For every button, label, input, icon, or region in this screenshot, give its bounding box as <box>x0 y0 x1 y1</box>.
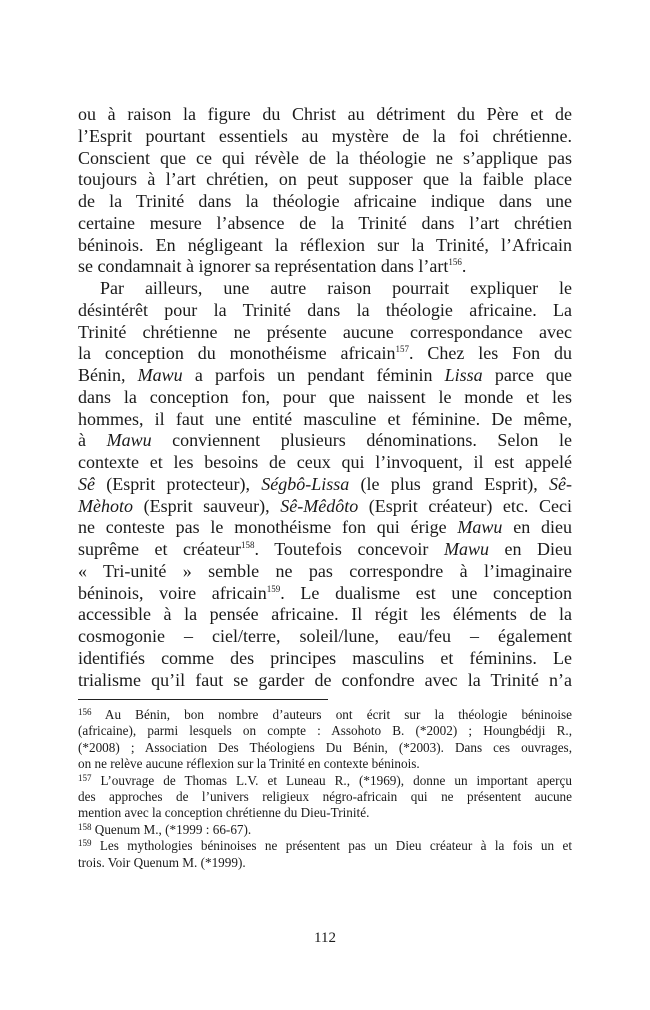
text-run: béninois. En négligeant la réflexion sur la Trinité, l’Africain <box>78 234 572 255</box>
text-run: en dieu <box>502 517 573 538</box>
body-line <box>78 539 572 561</box>
text-run: Conscient que ce qui révèle de la théologie ne s’applique pas <box>78 147 572 168</box>
italic-term: Mawu <box>137 365 183 385</box>
body-line <box>78 626 572 648</box>
body-line <box>78 648 572 670</box>
body-line <box>78 169 572 191</box>
footnote-line <box>78 756 572 772</box>
text-run: L’ouvrage de Thomas L.V. et Luneau R., (*1969), donne un important aperçu <box>91 772 572 788</box>
text-run: (*2008) ; Association Des Théologiens Du Bénin, (*2003). Dans ces ouvrages, <box>78 739 572 755</box>
text-run: la conception du monothéisme africain <box>78 343 396 364</box>
text-run: (africaine), parmi lesquels on compte : Assohoto B. (*2002) ; Houngbédji R., <box>78 723 572 739</box>
body-line <box>78 213 572 235</box>
page-number: 112 <box>314 930 336 946</box>
text-run: l’Esprit pourtant essentiels au mystère de la foi chrétienne. <box>78 125 572 146</box>
body-line <box>78 235 572 257</box>
italic-term: Ségbô-Lissa <box>261 473 350 494</box>
text-run: mention avec la conception chrétienne du Dieu-Trinité. <box>78 805 370 821</box>
body-line <box>78 604 572 626</box>
body-text <box>78 104 572 691</box>
italic-term: Mèhoto <box>78 495 133 516</box>
text-run: de la Trinité dans la théologie africaine indique dans une <box>78 191 572 211</box>
text-run: Par ailleurs, une autre raison pourrait expliquer le <box>100 278 572 298</box>
text-run: trois. Voir Quenum M. (*1999). <box>78 854 246 870</box>
body-line <box>78 148 572 170</box>
text-run: « Tri-unité » semble ne pas correspondre à l’imaginaire <box>78 560 572 581</box>
text-run: conviennent plusieurs dénominations. Selon le <box>151 430 572 451</box>
body-line <box>78 365 572 387</box>
italic-term: Sê- <box>549 473 572 494</box>
text-run: certaine mesure l’absence de la Trinité dans l’art chrétien <box>78 212 572 233</box>
text-run: Les mythologies béninoises ne présentent pas un Dieu créateur à la fois un et <box>91 838 572 854</box>
text-run: Au Bénin, bon nombre d’auteurs ont écrit sur la théologie béninoise <box>91 707 572 722</box>
text-run: hommes, il faut une entité masculine et féminine. De même, <box>78 408 572 429</box>
text-run: à <box>78 430 107 451</box>
text-run: suprême et créateur <box>78 539 241 559</box>
footnote-reference: 157 <box>78 772 92 783</box>
text-run: . <box>461 256 467 277</box>
footnote-line <box>78 822 572 838</box>
text-run: Quenum M., (*1999 : 66-67). <box>91 821 252 837</box>
body-line <box>78 474 572 496</box>
text-run: trialisme qu’il faut se garder de confondre avec la Trinité n’a <box>78 669 572 690</box>
text-run: dans la conception fon, pour que naissent le monde et les <box>78 386 572 407</box>
body-line <box>78 104 572 126</box>
body-line <box>78 409 572 431</box>
body-line <box>78 387 572 409</box>
footnote-line <box>78 789 572 805</box>
footnote-reference: 156 <box>448 257 462 268</box>
italic-term: Mawu <box>457 517 503 538</box>
footnote-reference: 156 <box>78 707 92 717</box>
text-run: on ne relève aucune réflexion sur la Trinité en contexte béninois. <box>78 756 420 772</box>
body-line <box>78 517 572 539</box>
italic-term: Mawu <box>106 430 152 451</box>
text-run: ne conteste pas le monothéisme fon qui érige <box>78 517 458 538</box>
text-run: contexte et les besoins de ceux qui l’invoquent, il est appelé <box>78 452 572 472</box>
body-line <box>78 430 572 452</box>
text-run: cosmogonie – ciel/terre, soleil/lune, eau/feu – également <box>78 626 572 646</box>
text-run: désintérêt pour la Trinité dans la théologie africaine. La <box>78 299 572 320</box>
body-line <box>78 322 572 344</box>
footnote-reference: 158 <box>78 821 92 832</box>
footnote-line <box>78 773 572 789</box>
body-line <box>78 191 572 213</box>
body-line <box>78 278 572 300</box>
text-run: . Toutefois concevoir <box>254 539 444 559</box>
text-run: (le plus grand Esprit), <box>349 473 550 494</box>
text-run: (Esprit sauveur), <box>132 495 281 516</box>
footnote-line <box>78 805 572 821</box>
footnote-reference: 159 <box>78 838 92 849</box>
footnote-reference: 159 <box>266 583 281 594</box>
text-run: identifiés comme des principes masculins et féminins. Le <box>78 647 572 668</box>
text-run: toujours à l’art chrétien, on peut supposer que la faible place <box>78 169 572 190</box>
text-run: a parfois un pendant féminin <box>182 365 445 385</box>
body-line <box>78 126 572 148</box>
text-run: (Esprit créateur) etc. Ceci <box>358 495 572 516</box>
text-run: (Esprit protecteur), <box>95 473 262 494</box>
italic-term: Lissa <box>444 365 483 385</box>
footnote-reference: 158 <box>240 540 255 550</box>
footnote-line <box>78 740 572 756</box>
text-run: . Le dualisme est une conception <box>280 582 572 603</box>
text-run: Trinité chrétienne ne présente aucune correspondance avec <box>78 321 572 342</box>
body-line <box>78 670 572 692</box>
footnote-line <box>78 838 572 854</box>
italic-term: Sê-Mêdôto <box>280 495 359 516</box>
body-line <box>78 561 572 583</box>
italic-term: Mawu <box>443 539 489 559</box>
text-run: ou à raison la figure du Christ au détriment du Père et de <box>78 104 572 124</box>
text-run: se condamnait à ignorer sa représentation dans l’art <box>78 256 449 277</box>
footnote-separator <box>78 699 328 700</box>
text-run: béninois, voire africain <box>78 582 267 603</box>
body-line <box>78 452 572 474</box>
body-line <box>78 583 572 605</box>
text-run: accessible à la pensée africaine. Il régit les éléments de la <box>78 604 572 625</box>
text-run: Bénin, <box>78 365 138 385</box>
footnote-line <box>78 855 572 871</box>
body-line <box>78 256 572 278</box>
footnotes <box>78 707 572 871</box>
footnote-line <box>78 723 572 739</box>
text-run: des approches de l’univers religieux négro-africain qui ne présentent aucune <box>78 789 572 805</box>
footnote-reference: 157 <box>395 344 409 355</box>
italic-term: Sê <box>78 473 95 494</box>
text-run: . Chez les Fon du <box>408 343 572 364</box>
text-run: parce que <box>482 365 572 385</box>
text-run: en Dieu <box>488 539 572 559</box>
body-line <box>78 496 572 518</box>
body-line <box>78 300 572 322</box>
body-line <box>78 343 572 365</box>
footnote-line <box>78 707 572 723</box>
